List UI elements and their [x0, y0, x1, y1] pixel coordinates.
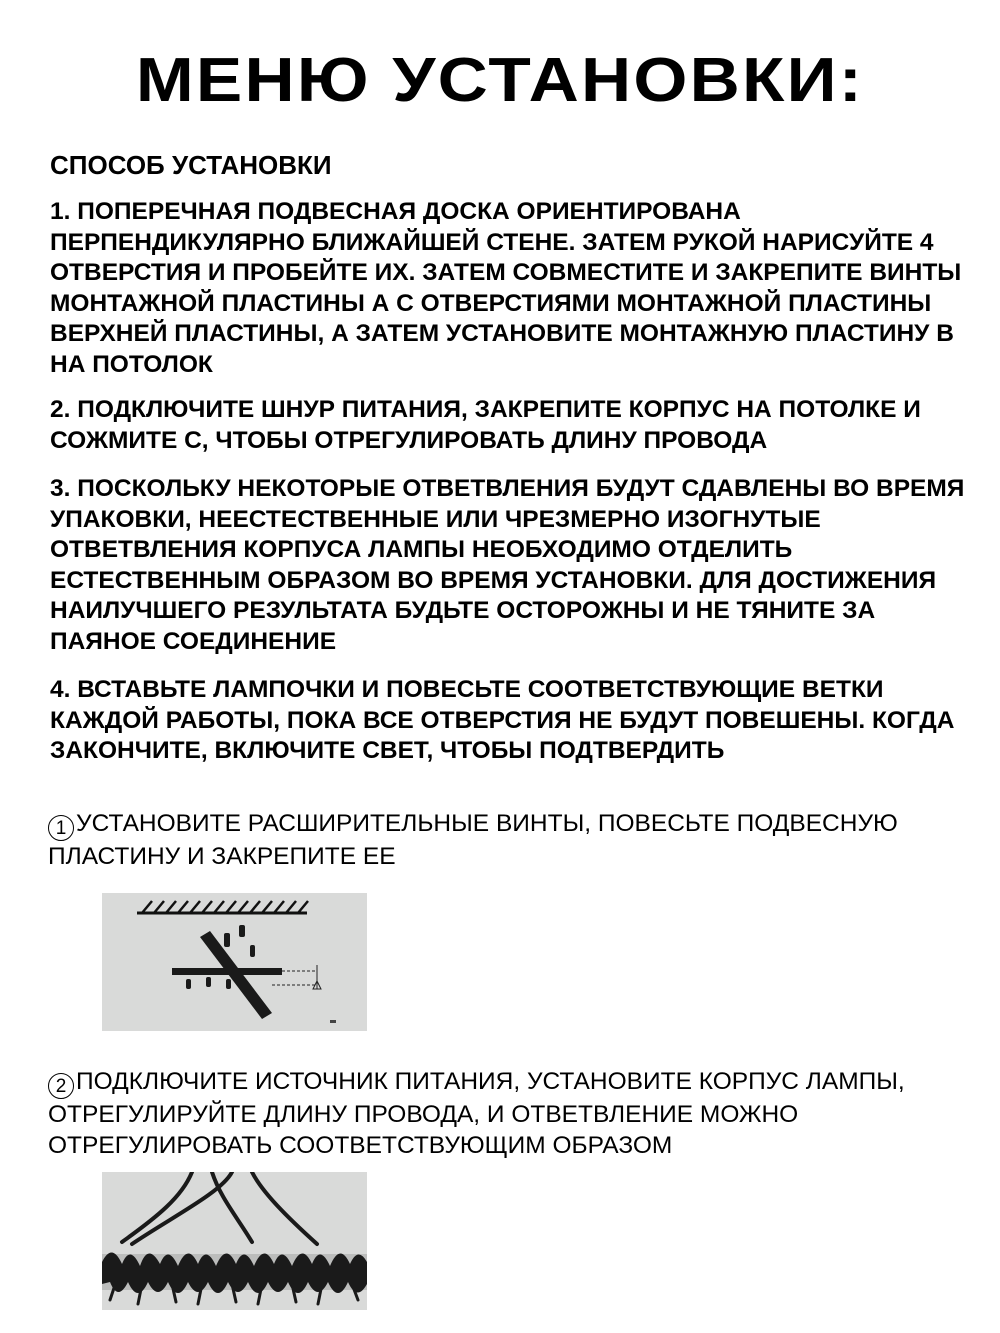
- step-4: 4. ВСТАВЬТЕ ЛАМПОЧКИ И ПОВЕСЬТЕ СООТВЕТСТВУЮЩИЕ ВЕТКИ КАЖДОЙ РАБОТЫ, ПОКА ВСЕ ОТВЕРСТИЯ НЕ БУДУТ ПОВЕШЕНЫ. КОГДА ЗАКОНЧИТЕ, ВКЛЮЧИТЕ СВЕТ, ЧТОБЫ ПОДТВЕРДИТЬ: [50, 676, 955, 764]
- note-2: [48, 1066, 988, 1161]
- note-2-text: ПОДКЛЮЧИТЕ ИСТОЧНИК ПИТАНИЯ, УСТАНОВИТЕ КОРПУС ЛАМПЫ, ОТРЕГУЛИРУЙТЕ ДЛИНУ ПРОВОДА, И ОТВЕТВЛЕНИЕ МОЖНО ОТРЕГУЛИРОВАТЬ СООТВЕТСТВУЮЩИМ ОБРАЗОМ: [48, 1068, 905, 1159]
- lamp-body-sketch: [102, 1172, 367, 1310]
- note-1-text: УСТАНОВИТЕ РАСШИРИТЕЛЬНЫЕ ВИНТЫ, ПОВЕСЬТЕ ПОДВЕСНУЮ ПЛАСТИНУ И ЗАКРЕПИТЕ ЕЕ: [48, 810, 898, 870]
- step-1: 1. ПОПЕРЕЧНАЯ ПОДВЕСНАЯ ДОСКА ОРИЕНТИРОВАНА ПЕРПЕНДИКУЛЯРНО БЛИЖАЙШЕЙ СТЕНЕ. ЗАТЕМ РУКОЙ НАРИСУЙТЕ 4 ОТВЕРСТИЯ И ПРОБЕЙТЕ ИХ. ЗАТЕМ СОВМЕСТИТЕ И ЗАКРЕПИТЕ ВИНТЫ МОНТАЖНОЙ ПЛАСТИНЫ А С ОТВЕРСТИЯМИ МОНТАЖНОЙ ПЛАСТИНЫ ВЕРХНЕЙ ПЛАСТИНЫ, А ЗАТЕМ УСТАНОВИТЕ МОНТАЖНУЮ ПЛАСТИНУ В НА ПОТОЛОК: [50, 198, 962, 378]
- page-title: МЕНЮ УСТАНОВКИ:: [135, 46, 865, 115]
- mounting-plate-diagram: [102, 893, 367, 1031]
- step-3: 3. ПОСКОЛЬКУ НЕКОТОРЫЕ ОТВЕТВЛЕНИЯ БУДУТ СДАВЛЕНЫ ВО ВРЕМЯ УПАКОВКИ, НЕЕСТЕСТВЕННЫЕ ИЛИ ЧРЕЗМЕРНО ИЗОГНУТЫЕ ОТВЕТВЛЕНИЯ КОРПУСА ЛАМПЫ НЕОБХОДИМО ОТДЕЛИТЬ ЕСТЕСТВЕННЫМ ОБРАЗОМ ВО ВРЕМЯ УСТАНОВКИ. ДЛЯ ДОСТИЖЕНИЯ НАИЛУЧШЕГО РЕЗУЛЬТАТА БУДЬТЕ ОСТОРОЖНЫ И НЕ ТЯНИТЕ ЗА ПАЯНОЕ СОЕДИНЕНИЕ: [50, 475, 965, 655]
- lamp-body-diagram: [102, 1172, 367, 1310]
- section-heading: СПОСОБ УСТАНОВКИ: [50, 150, 332, 180]
- circled-number-1: 1: [48, 815, 74, 841]
- note-1: [48, 808, 988, 872]
- mounting-plate-sketch: [102, 893, 367, 1031]
- circled-number-2: 2: [48, 1073, 74, 1099]
- step-2: 2. ПОДКЛЮЧИТЕ ШНУР ПИТАНИЯ, ЗАКРЕПИТЕ КОРПУС НА ПОТОЛКЕ И СОЖМИТЕ С, ЧТОБЫ ОТРЕГУЛИРОВАТЬ ДЛИНУ ПРОВОДА: [50, 396, 921, 454]
